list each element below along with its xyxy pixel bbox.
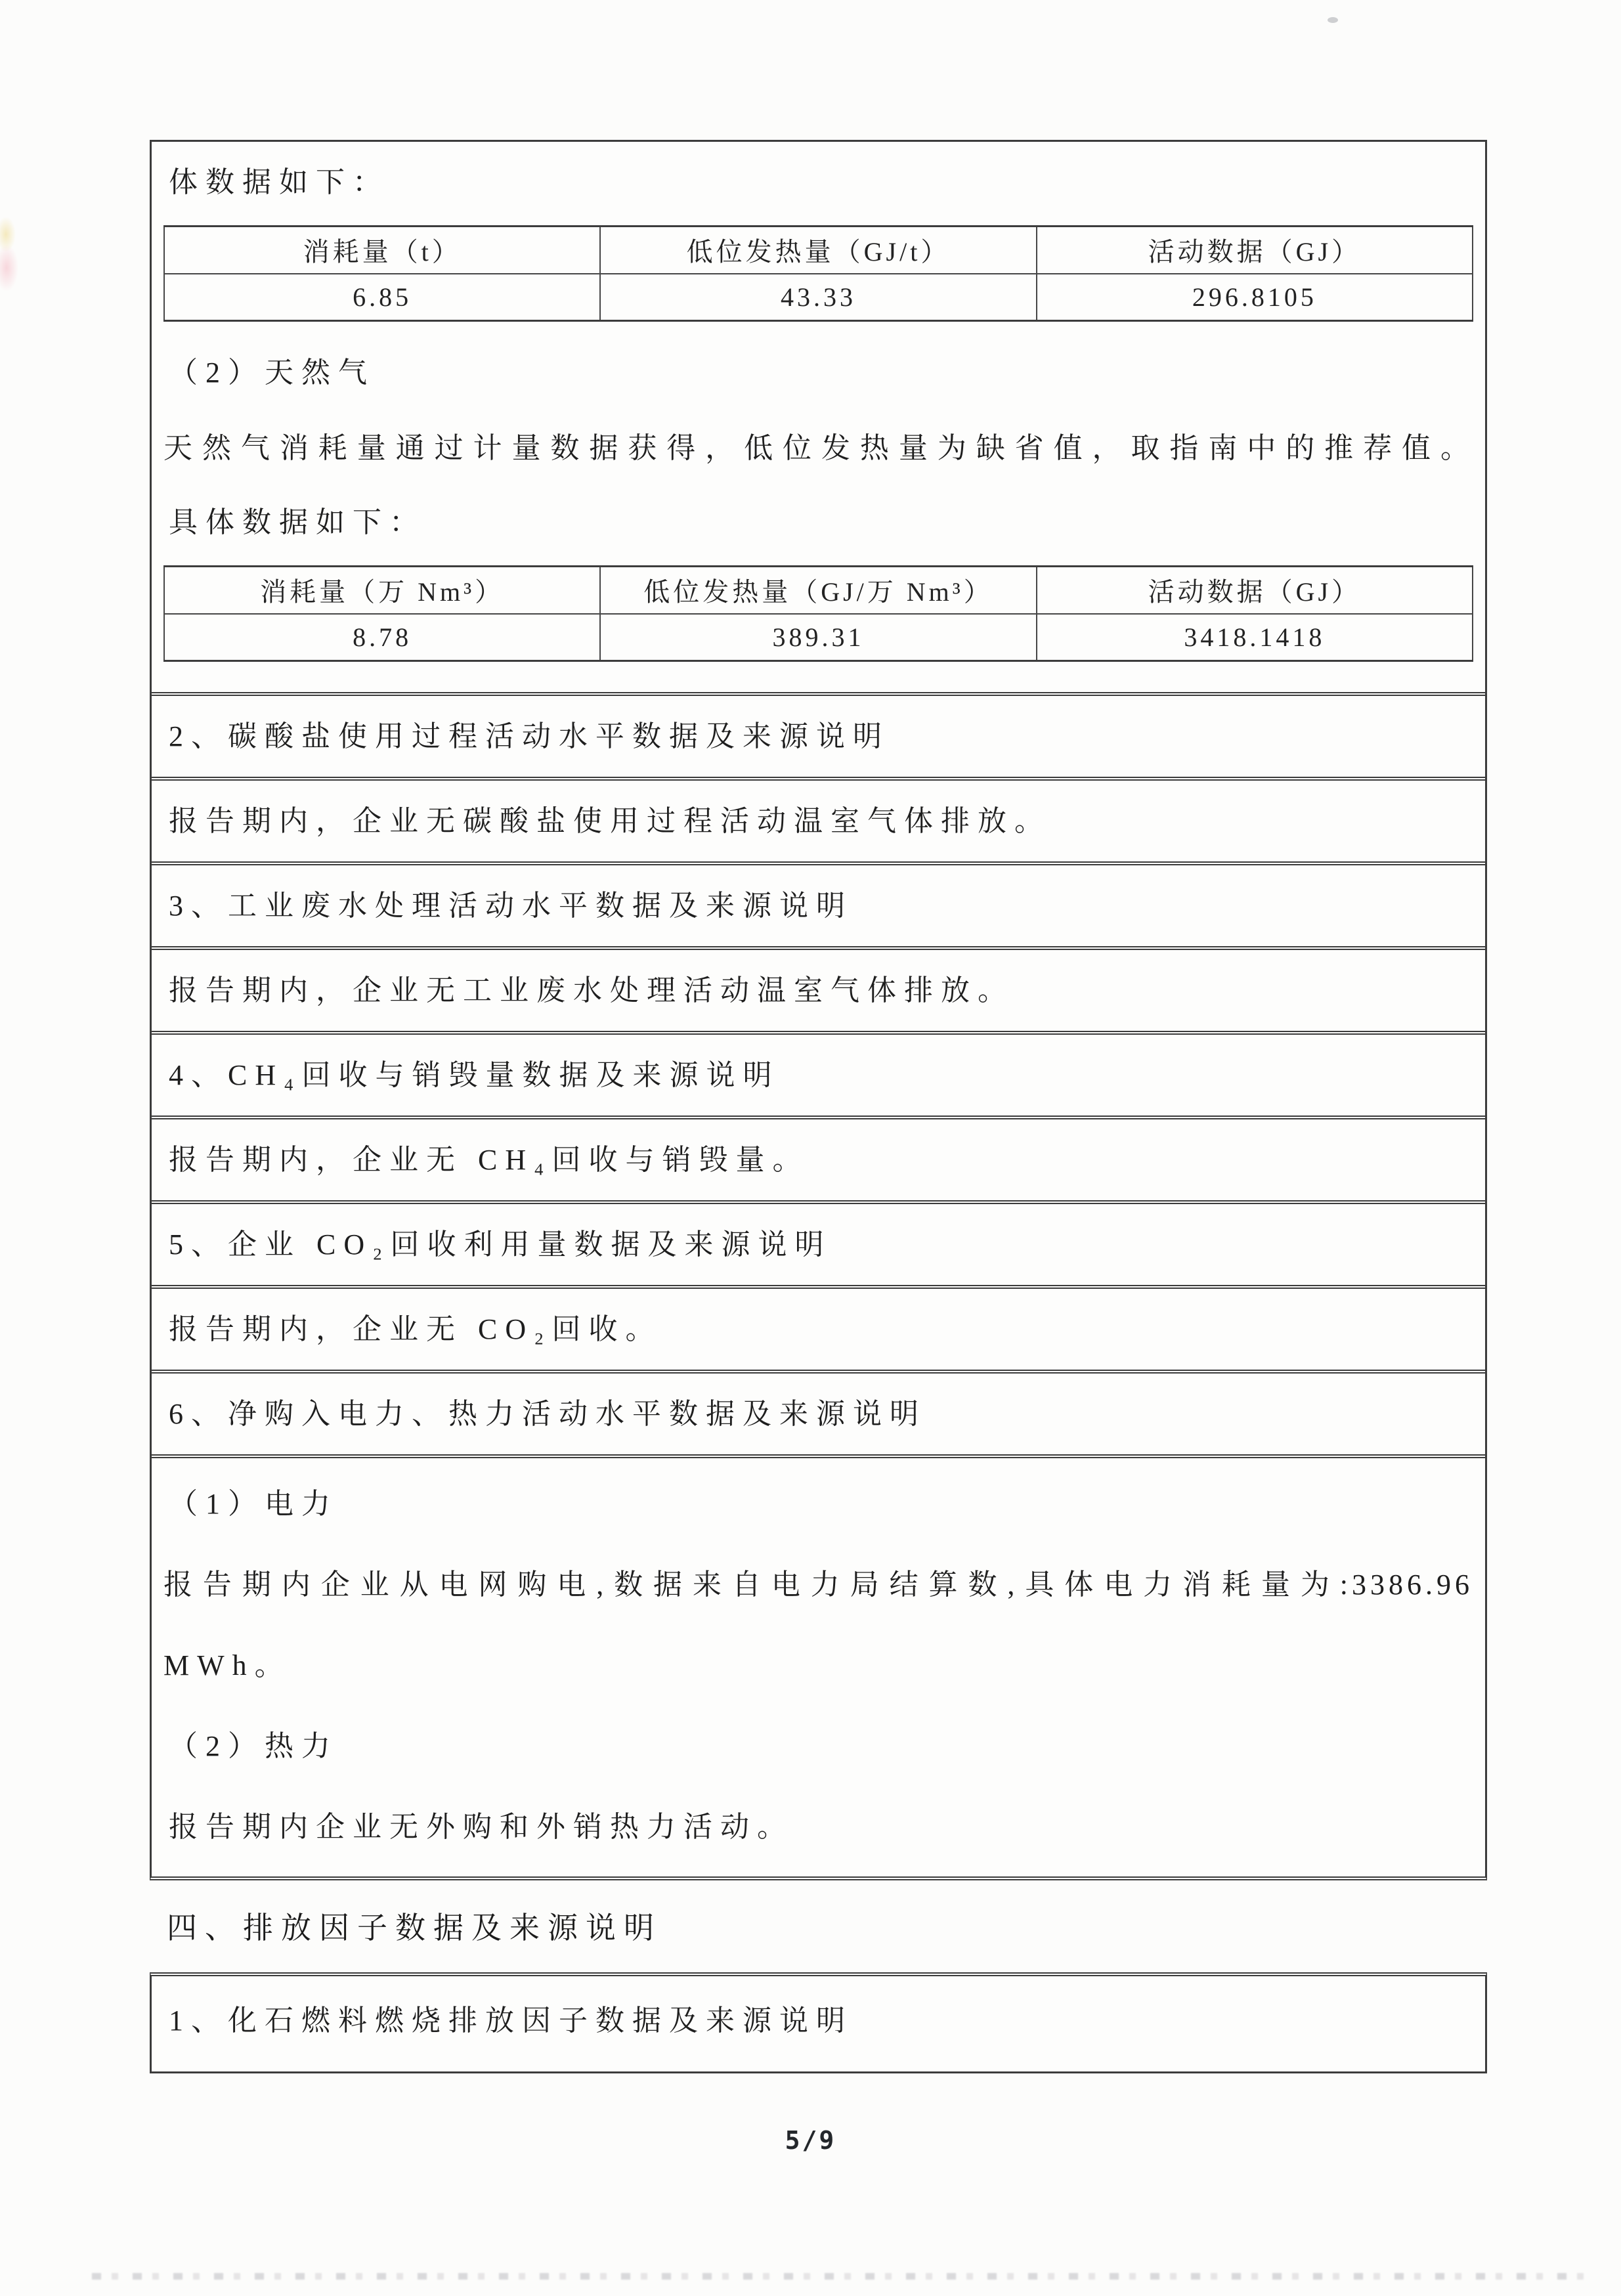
section-body: 报告期内，企业无工业废水处理活动温室气体排放。 bbox=[169, 974, 1014, 1007]
column-header-heating-value: 低位发热量（GJ/万 Nm³） bbox=[600, 567, 1036, 614]
section-5-body-cell bbox=[152, 1285, 1485, 1370]
section-4-body-cell bbox=[152, 1116, 1485, 1200]
section-title: 2、碳酸盐使用过程活动水平数据及来源说明 bbox=[169, 720, 890, 752]
table-header-row bbox=[164, 227, 1473, 274]
section-title: 5、企业 CO₂回收利用量数据及来源说明 bbox=[169, 1228, 832, 1261]
table-row bbox=[164, 614, 1473, 661]
scan-artifact-dot bbox=[1328, 17, 1338, 23]
column-header-consumption: 消耗量（万 Nm³） bbox=[164, 567, 600, 614]
column-header-consumption: 消耗量（t） bbox=[164, 227, 600, 274]
natural-gas-paragraph: 天然气消耗量通过计量数据获得，低位发热量为缺省值，取指南中的推荐值。 bbox=[163, 432, 1473, 464]
section-body: 报告期内，企业无 CH₄回收与销毁量。 bbox=[169, 1144, 810, 1176]
section-title: 3、工业废水处理活动水平数据及来源说明 bbox=[169, 890, 853, 922]
emission-factor-table bbox=[150, 1972, 1487, 2073]
section-6-title-cell bbox=[152, 1370, 1485, 1454]
scan-artifact-smudge-pink bbox=[0, 244, 18, 292]
electricity-subtitle: （1）电力 bbox=[169, 1488, 338, 1520]
factor-section-1-title-cell bbox=[152, 1976, 1485, 2071]
section-3-body-cell bbox=[152, 946, 1485, 1031]
section-3-title-cell bbox=[152, 861, 1485, 946]
section-2-body-cell bbox=[152, 777, 1485, 861]
cell-consumption-value: 8.78 bbox=[164, 614, 600, 661]
section-title: 6、净购入电力、热力活动水平数据及来源说明 bbox=[169, 1398, 926, 1430]
section-6-body-cell bbox=[152, 1454, 1485, 1876]
section-title: 4、CH₄回收与销毁量数据及来源说明 bbox=[169, 1059, 780, 1091]
natural-gas-subtitle: （2）天然气 bbox=[169, 357, 375, 389]
gas-data-table bbox=[163, 565, 1473, 662]
cell-activity-data-value: 3418.1418 bbox=[1037, 614, 1473, 661]
heat-paragraph: 报告期内企业无外购和外销热力活动。 bbox=[169, 1811, 794, 1843]
section-2-title-cell bbox=[152, 692, 1485, 777]
cell-heating-value: 43.33 bbox=[600, 274, 1036, 321]
section-title: 1、化石燃料燃烧排放因子数据及来源说明 bbox=[169, 2004, 853, 2037]
table-row bbox=[164, 274, 1473, 321]
column-header-heating-value: 低位发热量（GJ/t） bbox=[600, 227, 1036, 274]
cell-activity-data-value: 296.8105 bbox=[1037, 274, 1473, 321]
lead-text: 体数据如下： bbox=[169, 166, 389, 198]
heat-subtitle: （2）热力 bbox=[169, 1730, 338, 1762]
section-body: 报告期内，企业无碳酸盐使用过程活动温室气体排放。 bbox=[169, 805, 1051, 837]
page-number: 5/9 bbox=[785, 2125, 836, 2155]
column-header-activity-data: 活动数据（GJ） bbox=[1037, 567, 1473, 614]
chapter-4-heading: 四、排放因子数据及来源说明 bbox=[167, 1911, 662, 1945]
section-body: 报告期内，企业无 CO₂回收。 bbox=[169, 1313, 662, 1345]
fuel-data-cell bbox=[152, 142, 1485, 692]
electricity-paragraph-line2: MWh。 bbox=[163, 1649, 292, 1681]
cell-consumption-value: 6.85 bbox=[164, 274, 600, 321]
section-5-title-cell bbox=[152, 1200, 1485, 1285]
table-header-row bbox=[164, 567, 1473, 614]
activity-data-table bbox=[150, 140, 1487, 1880]
electricity-paragraph-line1: 报告期内企业从电网购电,数据来自电力局结算数,具体电力消耗量为:3386.96 bbox=[163, 1569, 1473, 1601]
natural-gas-lead: 具体数据如下： bbox=[169, 506, 426, 538]
section-4-title-cell bbox=[152, 1031, 1485, 1116]
scan-artifact-noise bbox=[92, 2273, 1595, 2280]
column-header-activity-data: 活动数据（GJ） bbox=[1037, 227, 1473, 274]
cell-heating-value: 389.31 bbox=[600, 614, 1036, 661]
diesel-data-table bbox=[163, 225, 1473, 322]
